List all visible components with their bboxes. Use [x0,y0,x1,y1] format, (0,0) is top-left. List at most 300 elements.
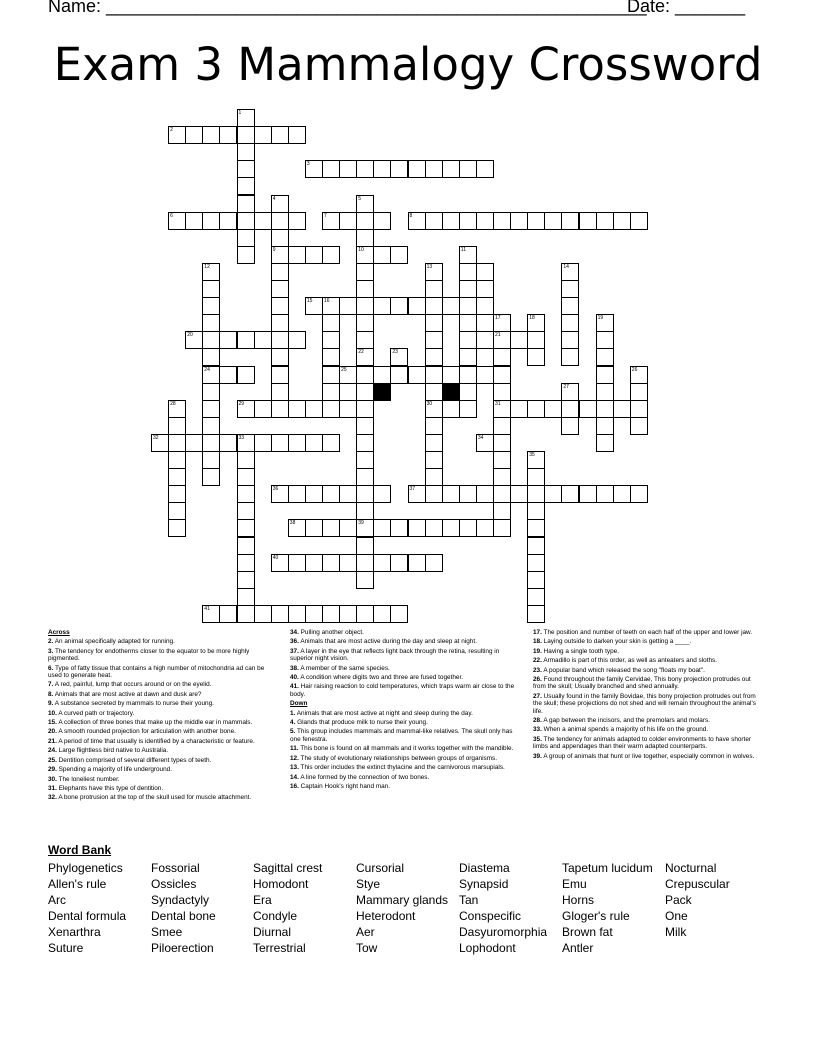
grid-cell[interactable] [476,331,494,349]
grid-cell[interactable] [322,383,340,401]
grid-cell[interactable] [254,434,272,452]
grid-cell[interactable] [579,400,597,418]
grid-cell[interactable] [185,212,203,230]
grid-cell[interactable] [613,485,631,503]
grid-cell[interactable] [596,417,614,435]
grid-cell[interactable] [288,519,306,537]
grid-cell[interactable] [322,485,340,503]
grid-cell[interactable] [408,297,426,315]
grid-cell[interactable] [356,348,374,366]
grid-cell[interactable] [476,160,494,178]
grid-cell[interactable] [596,383,614,401]
grid-cell[interactable] [237,519,255,537]
grid-cell[interactable] [459,331,477,349]
grid-cell[interactable] [151,434,169,452]
grid-cell[interactable] [356,314,374,332]
grid-cell[interactable] [373,485,391,503]
grid-cell[interactable] [596,434,614,452]
grid-cell[interactable] [561,263,579,281]
grid-cell[interactable] [544,485,562,503]
grid-cell[interactable] [288,126,306,144]
grid-cell[interactable] [168,126,186,144]
grid-cell[interactable] [356,160,374,178]
grid-cell[interactable] [493,519,511,537]
grid-cell[interactable] [527,468,545,486]
grid-cell[interactable] [459,280,477,298]
grid-cell[interactable] [271,400,289,418]
grid-cell[interactable] [322,246,340,264]
grid-cell[interactable] [630,485,648,503]
grid-cell[interactable] [442,297,460,315]
grid-cell[interactable] [527,554,545,572]
grid-cell[interactable] [425,400,443,418]
grid-cell[interactable] [237,212,255,230]
grid-cell[interactable] [237,434,255,452]
grid-cell[interactable] [442,400,460,418]
grid-cell[interactable] [459,297,477,315]
grid-cell[interactable] [527,348,545,366]
grid-cell[interactable] [202,417,220,435]
grid-cell[interactable] [527,485,545,503]
grid-cell[interactable] [390,519,408,537]
grid-cell[interactable] [561,314,579,332]
grid-cell[interactable] [476,519,494,537]
grid-cell[interactable] [322,605,340,623]
grid-cell[interactable] [630,400,648,418]
grid-cell[interactable] [510,485,528,503]
grid-cell[interactable] [168,468,186,486]
grid-cell[interactable] [459,246,477,264]
grid-cell[interactable] [322,297,340,315]
grid-cell[interactable] [288,212,306,230]
grid-cell[interactable] [356,485,374,503]
grid-cell[interactable] [237,366,255,384]
grid-cell[interactable] [390,348,408,366]
grid-cell[interactable] [254,331,272,349]
grid-cell[interactable] [579,212,597,230]
grid-cell[interactable] [237,109,255,127]
grid-cell[interactable] [596,331,614,349]
grid-cell[interactable] [373,160,391,178]
grid-cell[interactable] [442,485,460,503]
grid-cell[interactable] [254,126,272,144]
grid-cell[interactable] [219,605,237,623]
grid-cell[interactable] [237,537,255,555]
grid-cell[interactable] [202,400,220,418]
grid-cell[interactable] [202,434,220,452]
grid-cell[interactable] [254,212,272,230]
grid-cell[interactable] [459,366,477,384]
grid-cell[interactable] [373,212,391,230]
grid-cell[interactable] [527,537,545,555]
grid-cell[interactable] [237,605,255,623]
grid-cell[interactable] [425,348,443,366]
grid-cell[interactable] [339,485,357,503]
grid-cell[interactable] [356,280,374,298]
grid-cell[interactable] [305,297,323,315]
grid-cell[interactable] [237,485,255,503]
grid-cell[interactable] [408,554,426,572]
grid-cell[interactable] [339,519,357,537]
grid-cell[interactable] [356,212,374,230]
grid-cell[interactable] [305,554,323,572]
grid-cell[interactable] [356,519,374,537]
grid-cell[interactable] [322,366,340,384]
grid-cell[interactable] [168,400,186,418]
grid-cell[interactable] [510,331,528,349]
grid-cell[interactable] [288,434,306,452]
grid-cell[interactable] [390,366,408,384]
grid-cell[interactable] [561,348,579,366]
grid-cell[interactable] [476,280,494,298]
grid-cell[interactable] [237,571,255,589]
grid-cell[interactable] [390,160,408,178]
grid-cell[interactable] [596,212,614,230]
grid-cell[interactable] [459,400,477,418]
grid-cell[interactable] [271,383,289,401]
grid-cell[interactable] [425,280,443,298]
grid-cell[interactable] [493,451,511,469]
grid-cell[interactable] [493,348,511,366]
grid-cell[interactable] [476,434,494,452]
grid-cell[interactable] [356,331,374,349]
clue [290,719,522,726]
grid-cell[interactable] [356,468,374,486]
grid-cell[interactable] [237,554,255,572]
grid-cell[interactable] [168,451,186,469]
grid-cell[interactable] [202,331,220,349]
grid-cell[interactable] [630,366,648,384]
grid-cell[interactable] [527,212,545,230]
grid-cell[interactable] [493,485,511,503]
grid-cell[interactable] [493,212,511,230]
grid-cell[interactable] [356,383,374,401]
grid-cell[interactable] [459,383,477,401]
grid-cell[interactable] [322,160,340,178]
grid-cell[interactable] [493,400,511,418]
grid-cell[interactable] [202,126,220,144]
grid-cell[interactable] [219,434,237,452]
grid-cell[interactable] [237,331,255,349]
grid-cell[interactable] [356,451,374,469]
grid-cell[interactable] [373,605,391,623]
grid-cell[interactable] [561,400,579,418]
grid-cell[interactable] [271,434,289,452]
grid-cell[interactable] [339,400,357,418]
grid-cell[interactable] [425,383,443,401]
clue [48,681,276,688]
grid-cell[interactable] [544,212,562,230]
grid-cell[interactable] [271,297,289,315]
grid-cell[interactable] [356,571,374,589]
grid-cell[interactable] [185,126,203,144]
grid-cell[interactable] [425,366,443,384]
grid-cell[interactable] [202,348,220,366]
grid-cell[interactable] [288,605,306,623]
grid-cell[interactable] [425,297,443,315]
grid-cell[interactable] [408,366,426,384]
grid-cell[interactable] [630,383,648,401]
grid-cell[interactable] [459,485,477,503]
grid-cell[interactable] [442,160,460,178]
grid-cell[interactable] [356,297,374,315]
grid-cell[interactable] [356,400,374,418]
grid-cell[interactable] [356,229,374,247]
grid-cell[interactable] [356,502,374,520]
grid-cell[interactable] [408,485,426,503]
grid-cell[interactable] [425,468,443,486]
grid-cell[interactable] [202,297,220,315]
grid-cell[interactable] [322,434,340,452]
grid-cell[interactable] [425,434,443,452]
grid-cell[interactable] [373,554,391,572]
grid-cell[interactable] [305,160,323,178]
grid-cell[interactable] [373,246,391,264]
grid-cell[interactable] [390,605,408,623]
grid-cell[interactable] [339,160,357,178]
grid-cell[interactable] [237,160,255,178]
grid-cell[interactable] [527,605,545,623]
grid-cell[interactable] [356,263,374,281]
grid-cell[interactable] [168,212,186,230]
grid-cell[interactable] [237,588,255,606]
grid-cell[interactable] [339,212,357,230]
grid-cell[interactable] [237,502,255,520]
grid-cell[interactable] [322,348,340,366]
grid-cell[interactable] [305,246,323,264]
grid-cell[interactable] [408,519,426,537]
clue [48,728,276,735]
grid-cell[interactable] [613,212,631,230]
grid-cell[interactable] [493,434,511,452]
grid-cell[interactable] [202,605,220,623]
grid-cell[interactable] [459,314,477,332]
grid-cell[interactable] [339,366,357,384]
grid-cell[interactable] [527,588,545,606]
grid-cell[interactable] [476,366,494,384]
grid-cell[interactable] [561,297,579,315]
grid-cell[interactable] [185,331,203,349]
grid-cell[interactable] [237,468,255,486]
grid-cell[interactable] [219,212,237,230]
grid-cell[interactable] [425,160,443,178]
grid-cell[interactable] [202,366,220,384]
grid-cell[interactable] [476,314,494,332]
grid-cell[interactable] [339,554,357,572]
grid-cell[interactable] [390,246,408,264]
grid-cell[interactable] [493,366,511,384]
grid-cell[interactable] [237,400,255,418]
grid-cell[interactable] [527,571,545,589]
grid-cell[interactable] [271,485,289,503]
grid-cell[interactable] [425,485,443,503]
grid-cell[interactable] [561,212,579,230]
grid-cell[interactable] [527,331,545,349]
grid-cell[interactable] [271,280,289,298]
grid-cell[interactable] [219,366,237,384]
grid-cell[interactable] [561,331,579,349]
grid-cell[interactable] [493,383,511,401]
grid-cell[interactable] [630,417,648,435]
grid-cell[interactable] [476,212,494,230]
grid-number: 24 [204,366,210,373]
grid-cell[interactable] [527,502,545,520]
grid-cell[interactable] [237,246,255,264]
grid-cell[interactable] [442,366,460,384]
grid-cell[interactable] [561,280,579,298]
grid-cell[interactable] [459,160,477,178]
clue-text: Laying outside to darken your skin is getting a ____. [541,638,692,646]
grid-cell[interactable] [322,212,340,230]
grid-cell[interactable] [339,297,357,315]
grid-cell[interactable] [288,331,306,349]
grid-cell[interactable] [271,331,289,349]
grid-cell[interactable] [613,400,631,418]
grid-cell[interactable] [271,554,289,572]
grid-cell[interactable] [493,468,511,486]
grid-cell[interactable] [322,314,340,332]
grid-cell[interactable] [459,519,477,537]
grid-cell[interactable] [185,434,203,452]
grid-cell[interactable] [237,451,255,469]
grid-cell[interactable] [305,434,323,452]
grid-cell[interactable] [493,502,511,520]
grid-cell[interactable] [305,519,323,537]
grid-cell[interactable] [596,485,614,503]
grid-cell[interactable] [527,400,545,418]
grid-cell[interactable] [305,605,323,623]
grid-cell[interactable] [202,468,220,486]
grid-cell[interactable] [202,263,220,281]
grid-cell[interactable] [271,605,289,623]
grid-cell[interactable] [322,554,340,572]
grid-cell[interactable] [596,400,614,418]
grid-cell[interactable] [254,400,272,418]
grid-cell[interactable] [493,331,511,349]
grid-cell[interactable] [561,417,579,435]
grid-cell[interactable] [356,554,374,572]
grid-cell[interactable] [356,417,374,435]
grid-cell[interactable] [442,519,460,537]
grid-cell[interactable] [288,554,306,572]
grid-cell[interactable] [271,263,289,281]
grid-cell[interactable] [288,246,306,264]
grid-cell[interactable] [390,554,408,572]
grid-cell[interactable] [202,280,220,298]
grid-cell[interactable] [168,485,186,503]
grid-cell[interactable] [373,366,391,384]
grid-cell[interactable] [356,537,374,555]
grid-cell[interactable] [356,605,374,623]
grid-cell[interactable] [425,314,443,332]
grid-cell[interactable] [425,331,443,349]
grid-cell[interactable] [202,314,220,332]
grid-cell[interactable] [322,331,340,349]
grid-cell[interactable] [510,400,528,418]
grid-cell[interactable] [271,212,289,230]
grid-cell[interactable] [476,297,494,315]
grid-cell[interactable] [408,160,426,178]
grid-cell[interactable] [476,263,494,281]
grid-cell[interactable] [561,485,579,503]
grid-cell[interactable] [596,348,614,366]
grid-cell[interactable] [425,451,443,469]
grid-cell[interactable] [630,212,648,230]
grid-cell[interactable] [493,314,511,332]
grid-cell[interactable] [425,417,443,435]
grid-cell[interactable] [408,212,426,230]
grid-cell[interactable] [527,519,545,537]
grid-cell[interactable] [425,212,443,230]
grid-cell[interactable] [168,502,186,520]
grid-cell[interactable] [237,195,255,213]
grid-cell[interactable] [425,263,443,281]
grid-cell[interactable] [305,400,323,418]
grid-cell[interactable] [271,229,289,247]
grid-cell[interactable] [596,314,614,332]
grid-cell[interactable] [254,605,272,623]
grid-cell[interactable] [527,314,545,332]
grid-cell[interactable] [168,519,186,537]
grid-cell[interactable] [305,485,323,503]
grid-cell[interactable] [237,143,255,161]
grid-cell[interactable] [425,519,443,537]
grid-cell[interactable] [271,195,289,213]
grid-cell[interactable] [288,485,306,503]
grid-cell[interactable] [390,297,408,315]
grid-cell[interactable] [579,485,597,503]
grid-cell[interactable] [442,212,460,230]
grid-cell[interactable] [527,451,545,469]
grid-cell[interactable] [168,417,186,435]
grid-cell[interactable] [271,246,289,264]
grid-cell[interactable] [219,331,237,349]
grid-cell[interactable] [237,177,255,195]
grid-cell[interactable] [202,451,220,469]
grid-cell[interactable] [459,212,477,230]
grid-cell[interactable] [322,400,340,418]
grid-cell[interactable] [425,554,443,572]
grid-cell[interactable] [356,366,374,384]
grid-cell[interactable] [322,519,340,537]
grid-cell[interactable] [339,605,357,623]
grid-cell[interactable] [510,212,528,230]
grid-cell[interactable] [373,519,391,537]
grid-cell[interactable] [202,212,220,230]
grid-cell[interactable] [288,400,306,418]
grid-cell[interactable] [168,434,186,452]
grid-cell[interactable] [237,229,255,247]
grid-cell[interactable] [459,348,477,366]
grid-cell[interactable] [271,314,289,332]
grid-cell[interactable] [493,417,511,435]
grid-cell[interactable] [219,126,237,144]
grid-cell[interactable] [271,126,289,144]
grid-cell[interactable] [373,297,391,315]
grid-cell[interactable] [356,434,374,452]
grid-cell[interactable] [356,195,374,213]
grid-cell[interactable] [596,366,614,384]
grid-cell[interactable] [271,366,289,384]
grid-cell[interactable] [459,263,477,281]
grid-cell[interactable] [544,400,562,418]
grid-cell[interactable] [561,383,579,401]
grid-cell[interactable] [476,485,494,503]
grid-cell[interactable] [237,126,255,144]
grid-cell[interactable] [356,246,374,264]
grid-cell[interactable] [271,348,289,366]
grid-cell[interactable] [202,383,220,401]
